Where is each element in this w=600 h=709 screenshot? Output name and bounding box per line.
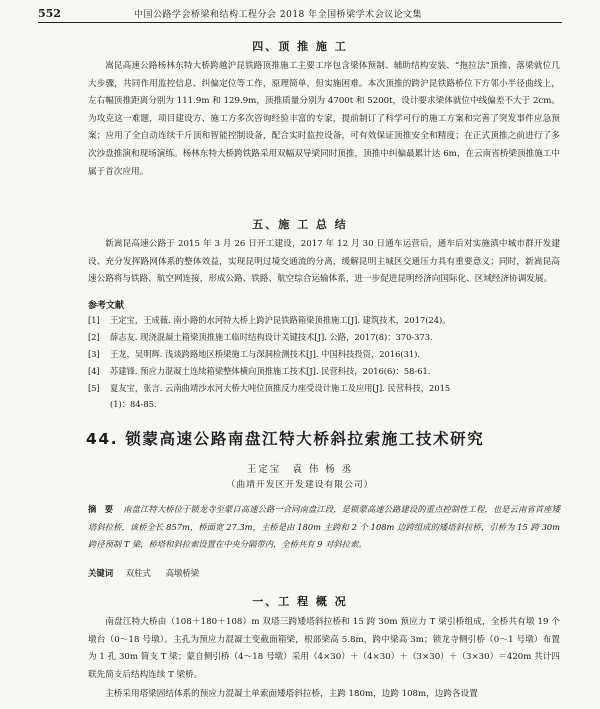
abstract-text: 南盘江特大桥位于锁龙寺至蒙自高速公路一合同南盘江段，是锁蒙高速公路建设的重点控制性工程，也是云南省首座矮塔斜拉桥，该桥全长 857m，桥面宽 27.3m，主桥是由 180m 主跨和 2 个 108m 边跨组成的矮塔斜拉桥，引桥为 15 跨 30m 跨径预制 T 梁，桥塔和斜拉索设置在中央分隔带内，全桥共有 9 对斜拉索。 [88, 504, 560, 549]
page-number: 552 [38, 6, 61, 20]
article-authors: 王定宝 袁 伟 杨 丞 [247, 464, 353, 475]
reference-text: 苏建锋. 预应力混凝土连续箱梁整体横向顶推施工技术[J]. 民营科技，2016(6)：58-61. [110, 366, 431, 376]
article-title: 44. 锁蒙高速公路南盘江特大桥斜拉索施工技术研究 [86, 430, 485, 448]
section-5-title: 五、施 工 总 结 [252, 218, 348, 231]
keywords [88, 567, 560, 579]
section-1-paragraph-1: 南盘江特大桥由（108＋180＋108）m 双塔三跨矮塔斜拉桥和 15 跨 30m 预应力 T 梁引桥组成，全桥共有墩 19 个墩台（0～18 号墩）。主孔为预应力混凝土变截面箱梁，根部梁高 5.8m，跨中梁高 3m；锁龙寺侧引桥（0～1 号墩）布置为 1 孔 30m 简支 T 梁；蒙自侧引桥（4～18 号墩）采用（4×30）＋（4×30）＋（3×30）＋（3×30）＝420m 共计四联先简支后结构连续 T 梁桥。 [88, 617, 560, 680]
section-5-paragraph: 新嵩昆高速公路于 2015 年 3 月 26 日开工建设，2017 年 12 月 30 日通车运营后，通车后对实施滇中城市群开发建设、充分发挥路网体系的整体效益，实现昆明过境交通流的分离，缓解昆明主城区交通压力具有重要意义；同时，新嵩昆高速公路将与铁路、航空网连接，形成公路、铁路、航空综合运输体系，进一步促进昆明经济向国际化、区域经济协调发展。 [88, 239, 560, 285]
reference-item [88, 364, 560, 380]
reference-number: [1] [88, 315, 100, 325]
reference-item [88, 381, 560, 412]
keyword: 双柱式 [125, 568, 151, 578]
section-1-paragraph-2: 主桥采用塔梁固结体系的预应力混凝土单索面矮塔斜拉桥，主跨 180m，边跨 108m，边跨各设置 [105, 689, 478, 699]
reference-text-continued: (1)：84-85. [110, 398, 157, 409]
reference-item [88, 330, 560, 346]
references-title: 参考文献 [88, 301, 125, 311]
reference-number: [3] [88, 349, 100, 359]
section-1-title: 一、工 程 概 况 [252, 595, 348, 608]
article-affiliation: （曲靖开发区开发建设有限公司） [226, 480, 374, 490]
abstract [88, 501, 560, 554]
running-header [38, 4, 562, 23]
reference-text: 夏友宝，张言. 云南曲靖沙水河大桥大吨位顶推反力座受设计施工及应用[J]. 民营科技，2015 [110, 383, 451, 393]
reference-item [88, 313, 560, 329]
reference-text: 薛志友. 现浇混凝土箱梁顶推施工临时结构设计关键技术[J]. 公路，2017(8)：370-373. [110, 332, 433, 342]
keywords-label: 关键词 [88, 568, 114, 578]
abstract-label: 摘 要 [88, 504, 114, 514]
reference-text: 王龙，吴明辉. 浅谈跨路地区桥梁施工与深洞检测技术[J]. 中国科技投资，2016(31). [110, 349, 421, 359]
reference-number: [4] [88, 366, 100, 376]
reference-number: [5] [88, 383, 100, 393]
reference-number: [2] [88, 332, 100, 342]
reference-text: 王定宝，王成薇. 南小路的水河特大桥上跨沪昆铁路箱梁顶推施工[J]. 建筑技术，2017(24)。 [110, 315, 451, 325]
section-4-title: 四、顶 推 施 工 [252, 40, 348, 53]
section-4-paragraph: 嵩昆高速公路杨林东特大桥跨越沪昆铁路顶推施工主要工序包含梁体预制、辅助结构安装、“拖拉法”顶推、落梁就位几大步骤，共同作用监控信息、纠偏定位等工作，原理简单，但实施困难。本次顶推的跨沪昆铁路桥位下方邻小半径曲线上，左右幅顶推距离分别为 111.9m 和 129.9m，顶推质量分别为 4700t 和 5200t，设计要求梁体就位中线偏差不大于 2cm。为攻克这一难题，项目建设方、施工方多次咨询经验丰富的专家，提前制订了科学可行的施工方案和完善了突发事件应急预案；应用了全自动连续千斤顶和智能控制设备，配合实时监控设备，可有效保证顶推安全和精度；在正式顶推之前进行了多次沙盘推演和现场演练。杨林东特大桥跨铁路采用双幅双导梁同时顶推，顶推中纠偏最累计达 6m，在云南省桥梁顶推施工中属于首次应用。 [88, 61, 560, 177]
conference-title: 中国公路学会桥梁和结构工程分会 2018 年全国桥梁学术会议论文集 [134, 9, 423, 20]
reference-item [88, 347, 560, 363]
keyword: 高墩桥梁 [165, 568, 200, 578]
